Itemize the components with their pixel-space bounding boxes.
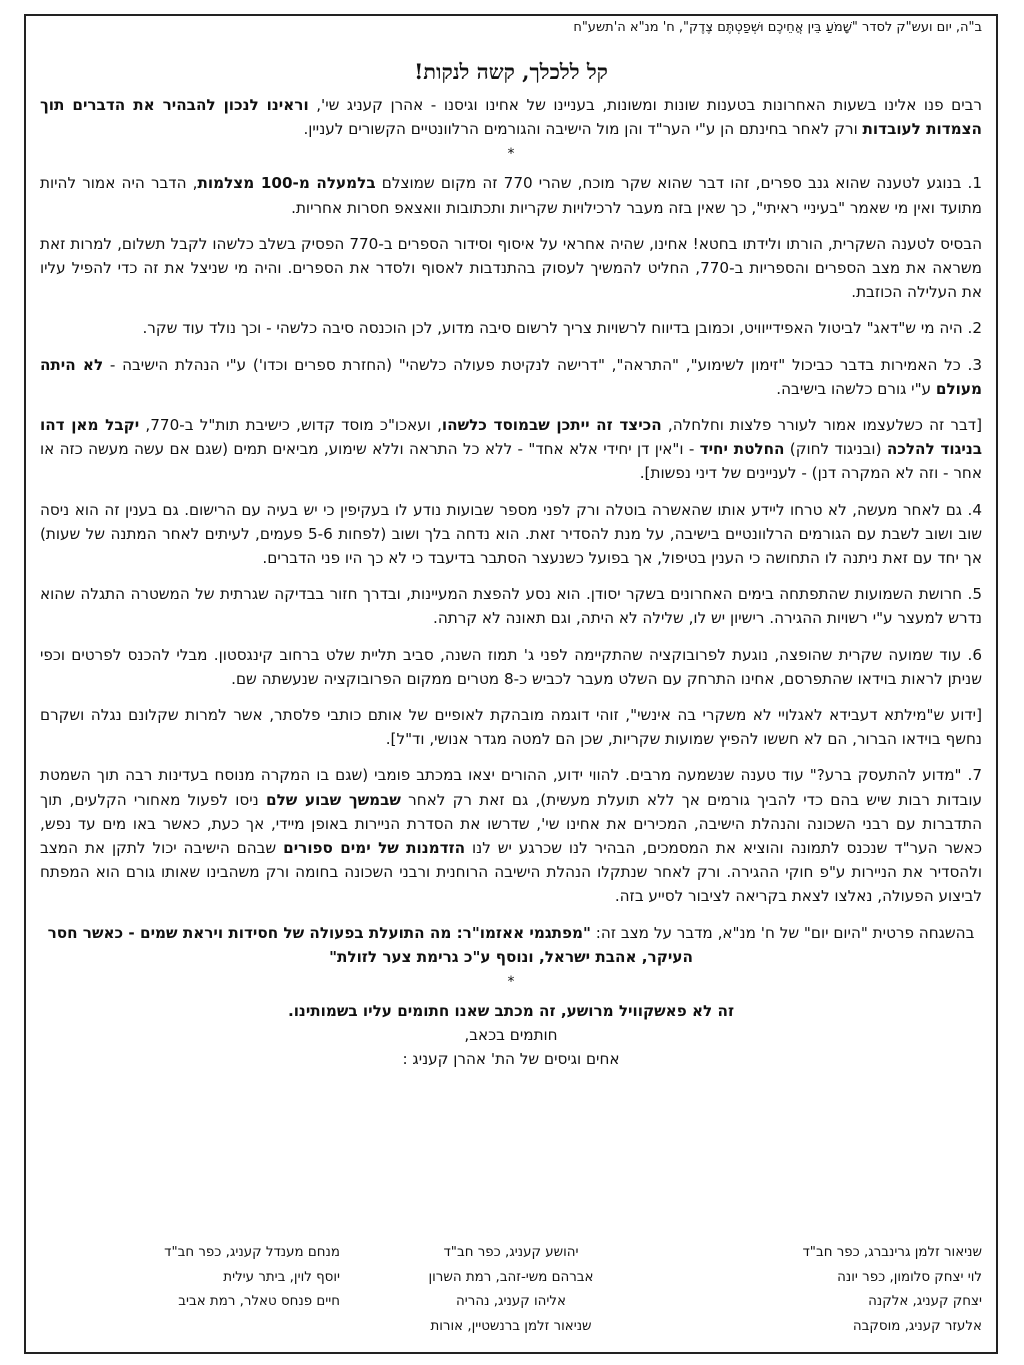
separator-star: * xyxy=(507,146,515,163)
p3b-text-3: (ובניגוד לחוק) xyxy=(784,440,887,459)
p3-text-1: 3. כל האמירות בדבר כביכול "זימון לשימוע", "התראה", "דרישה לנקיטת פעולה כלשהי" (החזרת ספרים וכדו') ע"י הנהלת הישיבה - xyxy=(103,355,982,374)
paragraph-7 xyxy=(40,763,982,908)
quote-bold: "מפתגמי אאזמו"ר: מה התועלת בפעולה של חסידות ויראת שמים - כאשר חסר העיקר, אהבת ישראל, ונוסף ע"כ גרימת צער לזולת" xyxy=(47,923,693,966)
p7-text-2: ניסו לפעול מאחורי הקלעים, תוך התדברות עם רבני השכונה והנהלת הישיבה, המכירים את אחינו שי', שדרשו את הסדרת הניירות באופן מיידי, אך כעת, כאשר באו מים עד נפש, כאשר הער"ד שנכנס לתמונה והוציא את המסמכים, הבהיר לנו שכרגע יש לנו xyxy=(40,790,982,858)
paragraph-5: 5. חרושת השמועות שהתפתחה בימים האחרונים בשקר יסודן. הוא נסע להפצת המעיינות, ובדרך חזור בבדיקה שגרתית של המשטרה התגלה שהוא נדרש למעצר ע"י רשויות ההגירה. רישיון יש לו, שלילה לא היתה, וגם תאונה לא קרתה. xyxy=(40,585,982,628)
signers-column-left xyxy=(40,1241,340,1339)
paragraph-2: 2. היה מי ש"דאג" לביטול האפידייוויט, וכמובן בדיווח לרשויות צריך לרשום סיבה מדוע, לכן הוכנסה סיבה כלשהי - וכך נולד עוד שקר. xyxy=(142,319,982,338)
p1-text-2: , הדבר היה אמור להיות מתועד ואין מי שאמר "בעיניי ראיתי", כך שאין בזה מעבר לרכילויות שקריות ותכתובות וואצאפ חסרות אחריות. xyxy=(40,174,982,217)
p3b-text-2: , ועאכו"כ מוסד קדוש, כישיבת תות"ל ב-770, xyxy=(139,416,442,435)
intro-paragraph xyxy=(40,93,982,141)
p3b-bold-2: יקבל מאן דהו בניגוד להלכה xyxy=(40,416,982,459)
paragraph-4: 4. גם לאחר מעשה, לא טרחו ליידע אותו שהאשרה בוטלה ורק לפני מספר שבועות נודע לו בעקיפין כי יש בעיה עם הרישום. גם בענין זה הוא ניסה שוב ושוב לשבת עם הגורמים הרלוונטיים בישיבה, על מנת להסדיר זאת. הוא נדחה בלך ושוב (לפחות 5-6 פעמים, לעיתים לאחר המתנה של שעות) אך יחד עם זאת ניתנה לו התחושה כי הענין בטיפול, אך בפועל כשנעצר הסתבר בדיעבד כי לא כך היו פני הדברים. xyxy=(40,500,982,568)
signer-name: יוסף לוין, ביתר עילית xyxy=(223,1269,340,1285)
signer-name: שניאור זלמן גרינברג, כפר חב"ד xyxy=(802,1245,982,1260)
p7-text-3: שבהם הישיבה יכול לתקן את המצב ולהסדיר את הניירות ע"פ חוקי ההגירה. ורק לאחר שנתקלו הנהלת הישיבה הרוחנית ורבני השכונה בחומה ורק משהבינו שאותו גורם הוא המפתח לביצוע הפעולה, נאלצו לצאת בקריאה לציבור לסייע בזה. xyxy=(40,839,982,906)
p7-text-1: 7. "מדוע להתעסק ברע?" עוד טענה שנשמעה מרבים. להווי ידוע, ההורים יצאו במכתב פומבי (שגם בו המקרה מנוסח בעדינות רבה תוך השמטת עובדות רבות שיש בהם כדי להביך גורמים אך ללא תועלת מעשית), גם זאת רק לאחר xyxy=(40,766,982,809)
intro-text-1: רבים פנו אלינו בשעות האחרונות בטענות שונות ומשונות, בעניינו של אחינו וגיסנו - אהרן קעניג שי', xyxy=(308,96,982,114)
paragraph-3b xyxy=(40,413,982,486)
p3b-bold-3: החלטת יחיד xyxy=(699,440,785,459)
closing-statement: זה לא פאשקוויל מרושע, זה מכתב שאנו חתומים עליו בשמותינו. xyxy=(287,1002,735,1021)
p1-text-1: 1. בנוגע לטענה שהוא גנב ספרים, זהו דבר שהוא שקר מוכח, שהרי 770 זה מקום שמוצלם xyxy=(375,174,983,193)
intro-text-2: ורק לאחר בחינתם הן ע"י הער"ד והן מול הישיבה והגורמים הרלוונטיים הקשורים לעניין. xyxy=(303,120,863,139)
p3b-bold-1: הכיצד זה ייתכן שבמוסד כלשהו xyxy=(441,416,662,435)
signers-column-middle xyxy=(361,1241,661,1339)
quote-intro: בהשגחה פרטית "היום יום" של ח' מנ"א, מדבר על מצב זה: xyxy=(590,923,975,942)
signer-name: יהושע קעניג, כפר חב"ד xyxy=(443,1245,579,1260)
separator-star-2: * xyxy=(507,974,515,991)
signer-name: יצחק קעניג, אלקנה xyxy=(868,1294,982,1309)
signer-name: אברהם משי-זהב, רמת השרון xyxy=(428,1269,594,1285)
paragraph-quote xyxy=(40,921,982,969)
signature-subtitle: אחים וגיסים של הת' אהרן קעניג : xyxy=(402,1050,620,1069)
signature-intro: חותמים בכאב, xyxy=(464,1026,558,1045)
paragraph-6b: [ידוע ש"מילתא דעבידא לאגלויי לא משקרי בה אינשי", זוהי דוגמה מובהקת לאופיים של אותם כותבי פלסתר, אשר למרות שקלונם נגלה ושקרם נחשף בוידאו הברור, הם לא חששו להפיץ שמועות שקריות, שכן הם למטה מגדר אנושי, וד"ל]. xyxy=(40,706,982,749)
signer-name: שניאור זלמן ברנשטיין, אורות xyxy=(430,1318,592,1334)
intro-bold-1: וראינו לנכון להבהיר את הדברים תוך הצמדות לעובדות xyxy=(40,96,982,139)
letter-frame xyxy=(24,14,998,1354)
p1-bold-1: בלמעלה מ-100 מצלמות xyxy=(197,174,376,193)
signer-name: אליהו קעניג, נהריה xyxy=(456,1294,566,1309)
p7-bold-2: הזדמנות של ימים ספורים xyxy=(283,839,466,858)
signer-name: מנחם מענדל קעניג, כפר חב"ד xyxy=(164,1245,340,1260)
signers-column-right xyxy=(682,1241,982,1339)
signers-block xyxy=(40,1241,982,1339)
signer-name: אלעזר קעניג, מוסקבה xyxy=(852,1318,982,1334)
p3b-text-1: [דבר זה כשלעצמו אמור לעורר פלצות וחלחלה, xyxy=(661,416,982,435)
letter-title: קל ללכלך, קשה לנקות! xyxy=(414,59,608,84)
paragraph-6: 6. עוד שמועה שקרית שהופצה, נוגעת לפרובוקציה שהתקיימה לפני ג' תמוז השנה, סביב תליית שלט ברחוב קינגסטון. מבלי להכנס לפרטים וכפי שניתן לראות בוידאו שהתפרסם, אחינו התרחק עם השלט מעבר לכביש כ-8 מטרים ממקום הפרובוקציה שנעשתה שם. xyxy=(40,645,982,688)
date-header: ב"ה, יום ועש"ק לסדר "שָׁמֹעַ בֵּין אֲחֵיכֶם וּשְׁפַטְתֶּם צֶדֶק", ח' מנ"א ה'תשע"ח xyxy=(573,20,982,35)
p7-bold-1: שבמשך שבוע שלם xyxy=(266,790,401,809)
p3b-text-4: - ו"אין דן יחידי אלא אחד" - ללא כל התראה וללא שימוע, מביאים תמים (שגם אם עשה מעשה כזה או אחר - וזה לא המקרה דנן) - לעניינים של דיני נפשות]. xyxy=(40,440,982,483)
p3-bold-1: לא היתה מעולם xyxy=(40,355,982,398)
signer-name: חיים פנחס טאלר, רמת אביב xyxy=(178,1294,340,1309)
paragraph-3 xyxy=(40,353,982,401)
signer-name: לוי יצחק סלומון, כפר יונה xyxy=(837,1269,982,1285)
p3-text-2: ע"י גורם כלשהו בישיבה. xyxy=(776,379,936,398)
paragraph-1b: הבסיס לטענה השקרית, הורתו ולידתו בחטא! אחינו, שהיה אחראי על איסוף וסידור הספרים ב-770 הפסיק בשלב כלשהו לקבל תשלום, למרות זאת משראה את מצב הספרים והספריות ב-770, החליט להמשיך לעסוק בהתנדבות לאסוף ולסדר את הספרים. והיה מי שניצל את זה כדי להפיל עליו את העלילה הכוזבת. xyxy=(40,234,982,302)
paragraph-1 xyxy=(40,171,982,219)
